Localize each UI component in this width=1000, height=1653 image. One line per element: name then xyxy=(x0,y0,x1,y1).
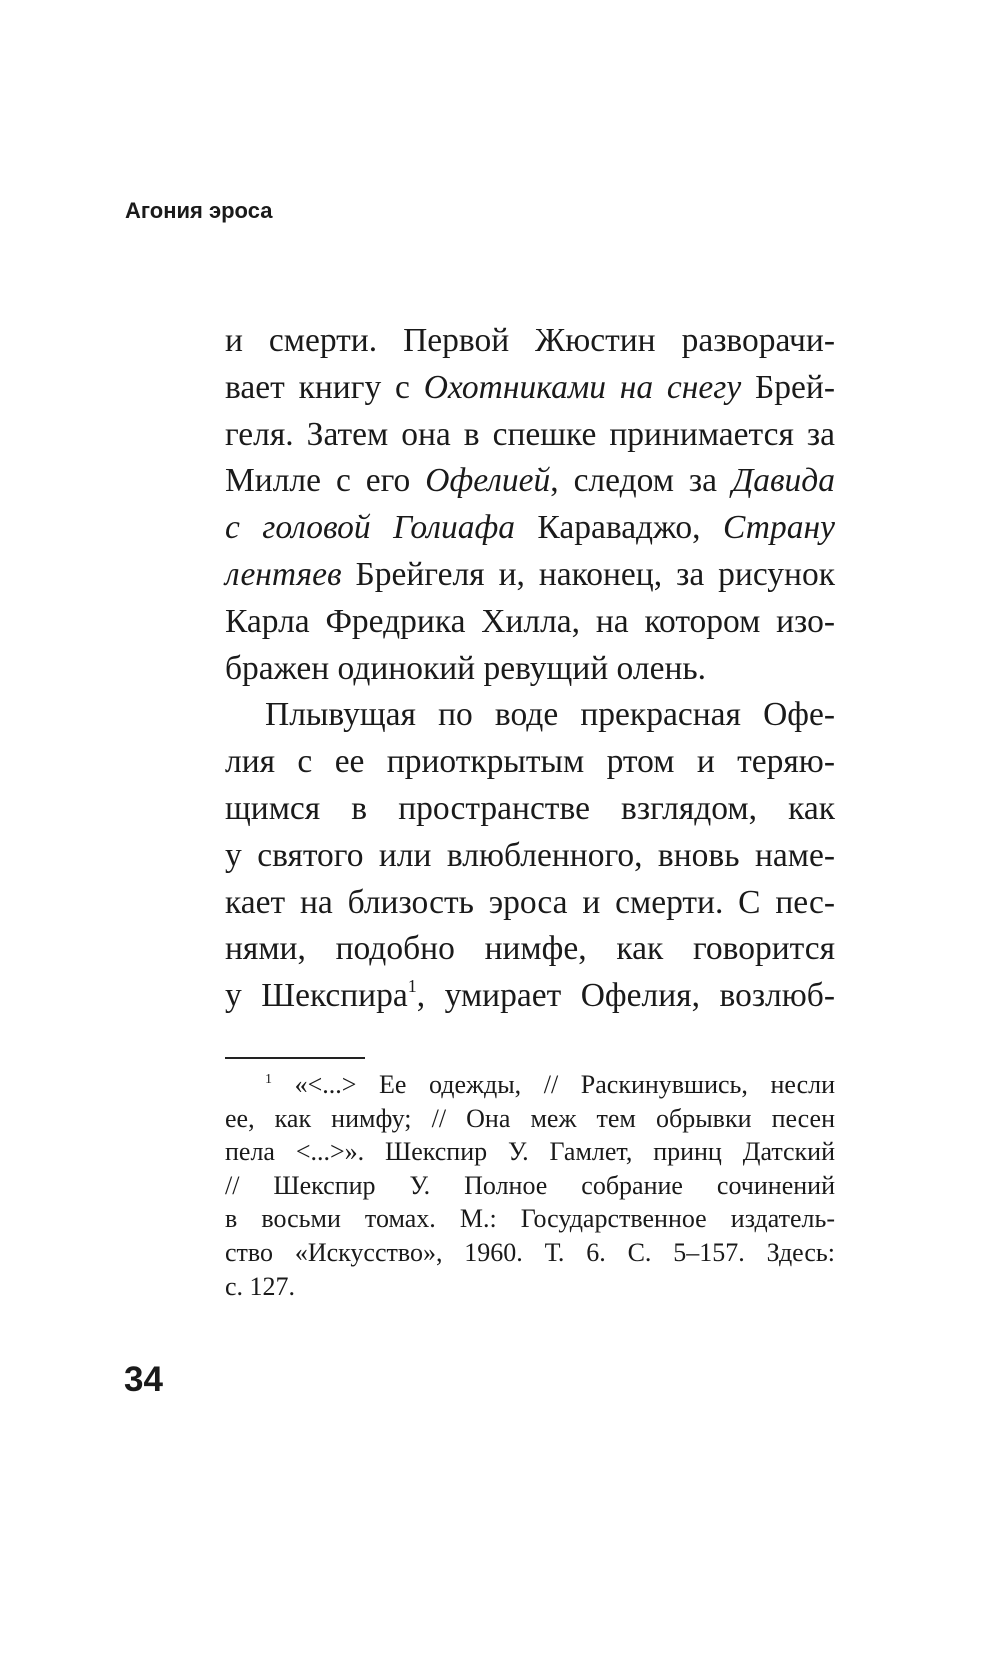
text-segment: пела <...>». Шекспир У. Гамлет, принц Датский xyxy=(225,1137,835,1167)
text-segment: Брей- xyxy=(741,368,835,406)
text-segment: бражен одинокий ревущий олень. xyxy=(225,649,707,687)
text-segment: , умирает Офелия, возлюб- xyxy=(416,977,835,1015)
text-segment: лия с ее приоткрытым ртом и теряю- xyxy=(225,743,835,781)
text-segment: // Шекспир У. Полное собрание сочинений xyxy=(225,1170,835,1200)
italic-title: Давида xyxy=(731,462,835,500)
italic-title: Охотниками на снегу xyxy=(423,368,742,406)
running-head: Агония эроса xyxy=(125,198,273,223)
text-segment: Брейгеля и, наконец, за рисунок xyxy=(341,555,835,593)
body-line xyxy=(225,365,835,412)
footnote-line xyxy=(225,1169,835,1203)
text-segment: с. 127. xyxy=(225,1271,296,1301)
footnote-rule xyxy=(225,1057,365,1059)
text-segment: в восьми томах. М.: Государственное издатель- xyxy=(225,1204,835,1234)
text-segment: Плывущая по воде прекрасная Офе- xyxy=(265,696,835,734)
text-segment: вает книгу с xyxy=(225,368,424,406)
page-number: 34 xyxy=(124,1360,163,1399)
text-segment: нями, подобно нимфе, как говорится xyxy=(225,930,835,968)
body-line xyxy=(225,646,835,693)
footnotes xyxy=(225,1068,835,1303)
body-text xyxy=(225,318,835,1020)
footnote-line xyxy=(225,1202,835,1236)
text-segment: щимся в пространстве взглядом, как xyxy=(225,789,835,827)
text-segment: и смерти. Первой Жюстин разворачи- xyxy=(225,322,835,359)
text-segment: «<...> Ее одежды, // Раскинувшись, несли xyxy=(272,1070,835,1099)
italic-title: Страну xyxy=(722,509,835,547)
text-segment: кает на близость эроса и смерти. С пес- xyxy=(225,883,835,921)
body-line xyxy=(225,458,835,505)
text-segment: ство «Искусство», 1960. Т. 6. С. 5–157. Здесь: xyxy=(225,1237,835,1267)
body-line xyxy=(225,973,835,1020)
body-line xyxy=(225,599,835,646)
text-segment: , следом за xyxy=(550,462,732,500)
text-segment: Карла Фредрика Хилла, на котором изо- xyxy=(225,602,835,640)
footnote-line xyxy=(225,1102,835,1136)
body-line xyxy=(225,552,835,599)
body-line xyxy=(225,739,835,786)
body-line xyxy=(225,926,835,973)
text-segment: у Шекспира xyxy=(225,977,408,1015)
italic-title: Офелией xyxy=(425,462,551,500)
text-segment: ее, как нимфу; // Она меж тем обрывки песен xyxy=(225,1103,835,1133)
italic-title: лентяев xyxy=(225,555,342,593)
body-line xyxy=(225,692,835,739)
body-line xyxy=(225,880,835,927)
text-segment: геля. Затем она в спешке принимается за xyxy=(225,415,835,453)
text-segment: у святого или влюбленного, вновь наме- xyxy=(225,836,835,874)
text-segment: Милле с его xyxy=(225,462,426,500)
footnote-line xyxy=(225,1236,835,1270)
footnote-line xyxy=(225,1135,835,1169)
footnote-marker: 1 xyxy=(407,976,417,997)
text-segment: Караваджо, xyxy=(514,509,723,547)
italic-title: с головой Голиафа xyxy=(225,509,515,547)
body-line xyxy=(225,505,835,552)
body-line xyxy=(225,786,835,833)
footnote-line xyxy=(225,1068,835,1102)
body-line xyxy=(225,318,835,365)
footnote-line xyxy=(225,1270,835,1304)
body-line xyxy=(225,412,835,459)
footnote-marker: 1 xyxy=(265,1072,272,1087)
body-line xyxy=(225,833,835,880)
